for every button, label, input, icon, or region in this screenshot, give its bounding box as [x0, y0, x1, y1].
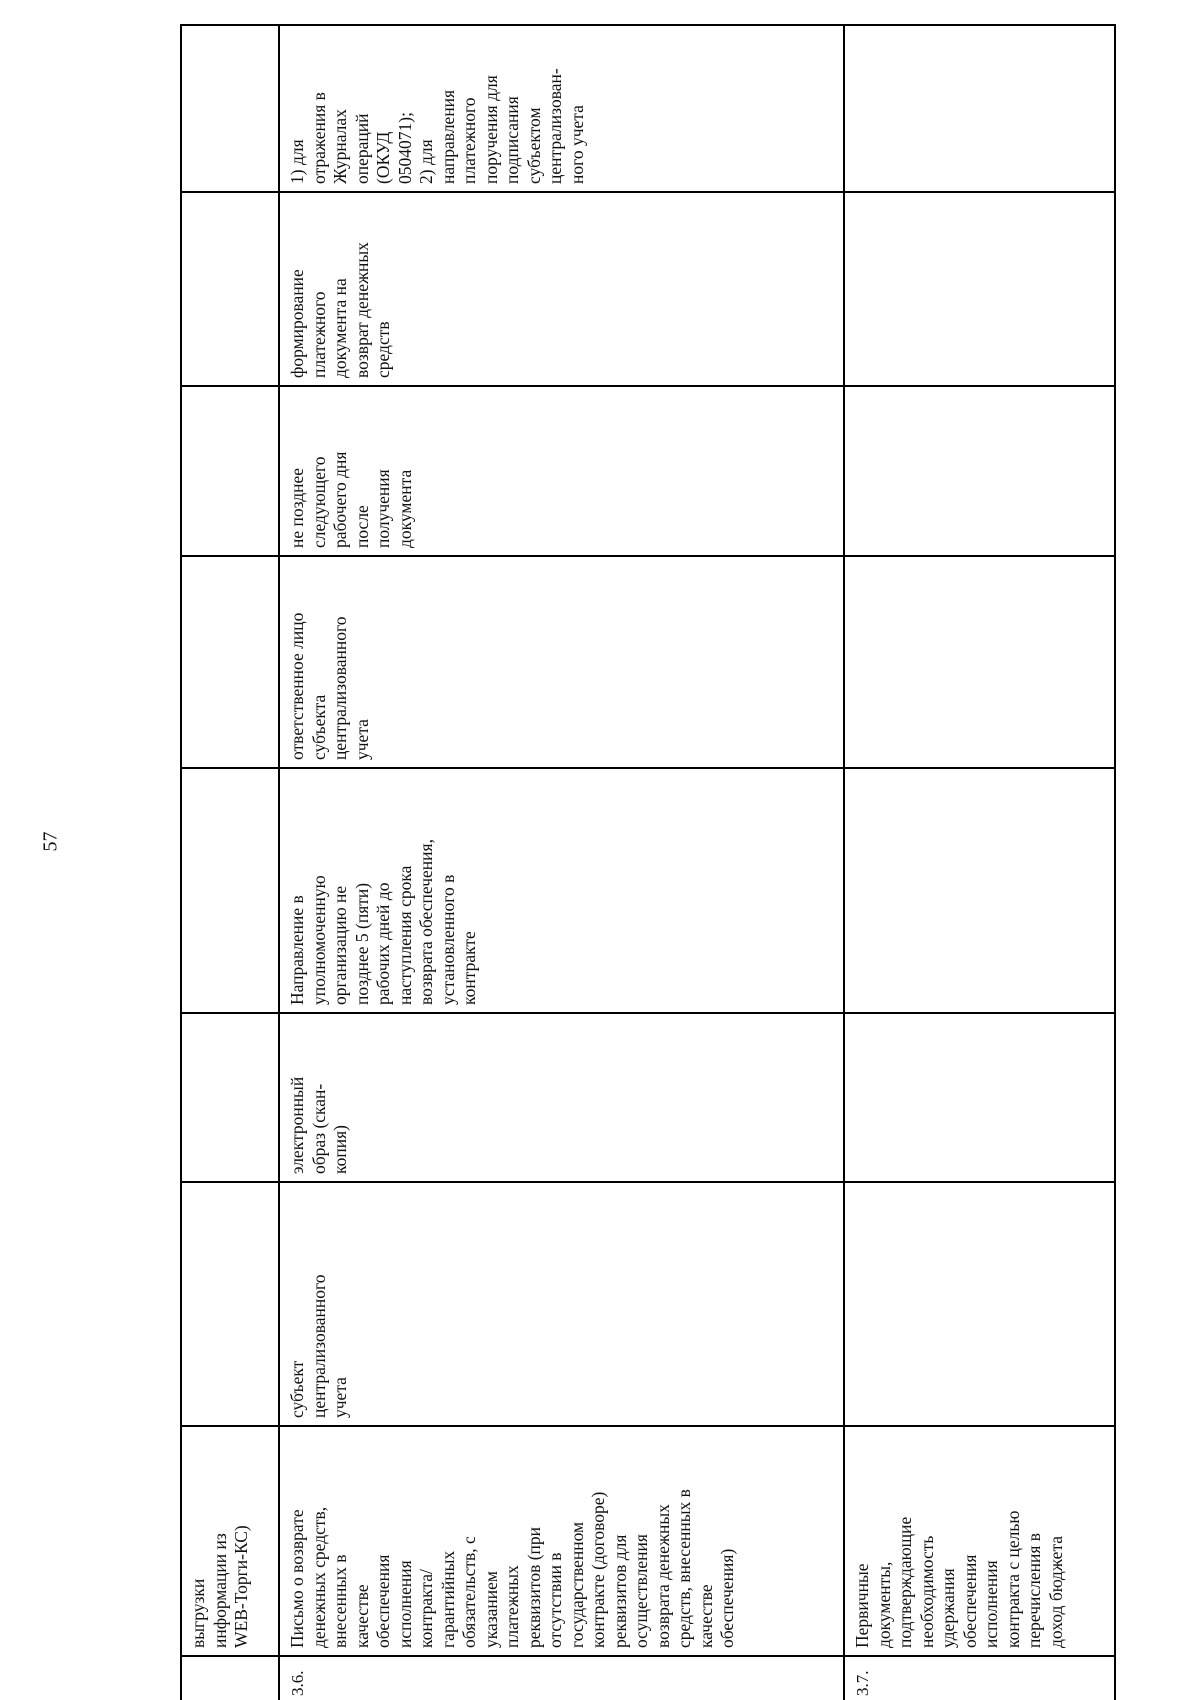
- col-divider-number: [180, 1655, 1114, 1657]
- table-cell-responsible: ответственное лицо субъекта централизованного учета: [287, 612, 372, 760]
- row-divider-2: [843, 24, 845, 1700]
- table-border-left: [180, 24, 182, 1700]
- table-cell-document: Письмо о возврате денежных средств, внесенных в качестве обеспечения исполнения контракта/ гарантийных обязательств, с указанием платежных реквизитов (при отсутствии в государственном контракте (договоре) реквизитов для осуществления возврата денежных средств, внесенных в качестве обеспечения): [287, 1489, 737, 1648]
- table-cell-document: Первичные документы, подтверждающие необходимость удержания обеспечения исполнения контракта с целью перечисления в доход бюджета: [852, 1510, 1066, 1648]
- row-divider-1: [278, 24, 280, 1700]
- table-border-top: [180, 24, 1114, 26]
- page-number: 57: [39, 831, 62, 852]
- table-cell-number: 3.7.: [853, 1670, 872, 1696]
- table-cell-deadline-process: не позднее следующего рабочего дня после получения документа: [287, 451, 415, 548]
- table-cell-action: формирование платежного документа на возврат денежных средств: [287, 242, 393, 378]
- table-cell-purpose: 1) для отражения в Журналах операций (ОКУД 0504071); 2) для направления платежного поручения для подписания субъектом централизован- ного учета: [287, 68, 587, 184]
- table-cell-number: 3.6.: [288, 1670, 307, 1696]
- table-cell-creator: субъект централизованного учета: [287, 1274, 350, 1418]
- table-cell-format: электронный образ (скан- копия): [287, 1076, 350, 1174]
- table-border-right: [1114, 24, 1116, 1700]
- table-cell-document: выгрузки информации из WEB-Торги-КС): [188, 1525, 251, 1648]
- table-cell-deadline-send: Направление в уполномоченную организацию не позднее 5 (пяти) рабочих дней до наступления срока возврата обеспечения, установленного в контракте: [287, 839, 479, 1005]
